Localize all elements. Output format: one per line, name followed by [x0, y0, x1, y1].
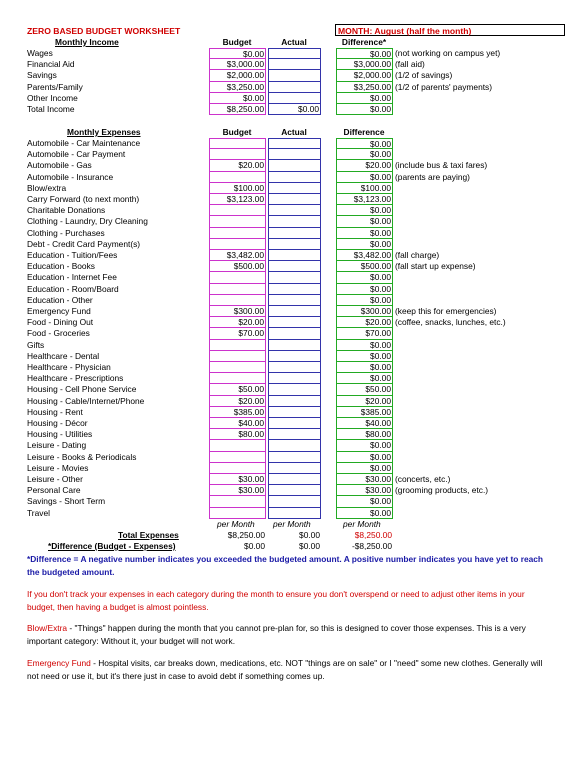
expense-note: (coffee, snacks, lunches, etc.): [395, 317, 506, 328]
income-diff-cell: $3,250.00: [336, 82, 393, 93]
emergency-fund-term: Emergency Fund: [27, 658, 91, 668]
expense-label: Food - Groceries: [27, 328, 90, 339]
expense-actual-cell[interactable]: [268, 508, 321, 519]
expense-budget-cell[interactable]: $30.00: [209, 485, 266, 496]
total-expenses-actual: $0.00: [299, 530, 320, 540]
expense-budget-cell[interactable]: [209, 138, 266, 149]
expense-diff-cell: $3,482.00: [336, 250, 393, 261]
expense-row: [0, 340, 571, 351]
expense-diff-cell: $500.00: [336, 261, 393, 272]
expense-budget-cell[interactable]: $300.00: [209, 306, 266, 317]
expense-label: Housing - Cell Phone Service: [27, 384, 137, 395]
expense-actual-cell[interactable]: [268, 452, 321, 463]
expense-diff-cell: $30.00: [336, 474, 393, 485]
blow-extra-text: - "Things" happen during the month that you cannot pre-plan for, so this is designed to cover those expenses. This is a very important category: Without it, your budget will not work.: [27, 623, 526, 646]
income-col-budget: Budget: [222, 37, 252, 47]
expense-actual-cell[interactable]: [268, 485, 321, 496]
income-row: [0, 48, 571, 59]
expense-actual-cell[interactable]: [268, 138, 321, 149]
income-row: [0, 70, 571, 81]
expense-diff-cell: $20.00: [336, 317, 393, 328]
expense-label: Education - Tuition/Fees: [27, 250, 118, 260]
income-label: Savings: [27, 70, 57, 81]
expense-label: Housing - Rent: [27, 406, 83, 417]
expense-actual-cell[interactable]: [268, 172, 321, 183]
expense-diff-cell: $0.00: [336, 284, 393, 295]
income-label: Wages: [27, 48, 53, 58]
expense-row: [0, 205, 571, 216]
expense-col-actual: Actual: [281, 127, 307, 137]
expense-row: [0, 452, 571, 463]
income-actual-cell[interactable]: $0.00: [268, 104, 321, 115]
difference-note: *Difference = A negative number indicates you exceeded the budgeted amount. A positive number indicates you have yet to reach the budgeted amount.: [27, 554, 544, 577]
expense-actual-cell[interactable]: [268, 340, 321, 351]
expense-diff-cell: $0.00: [336, 172, 393, 183]
expense-diff-cell: $0.00: [336, 508, 393, 519]
expense-row: [0, 463, 571, 474]
expense-diff-cell: $50.00: [336, 384, 393, 395]
expense-row: [0, 216, 571, 227]
expense-row: [0, 149, 571, 160]
income-col-difference: Difference*: [341, 37, 387, 47]
expense-budget-cell[interactable]: [209, 362, 266, 373]
income-note: (1/2 of parents' payments): [395, 81, 493, 92]
expense-actual-cell[interactable]: [268, 384, 321, 395]
expense-actual-cell[interactable]: [268, 149, 321, 160]
income-header-row: [0, 37, 571, 48]
expense-label: Gifts: [27, 339, 45, 350]
expense-row: [0, 351, 571, 362]
expense-actual-cell[interactable]: [268, 205, 321, 216]
expense-label: Healthcare - Physician: [27, 362, 111, 372]
income-label: Financial Aid: [27, 59, 75, 70]
expense-actual-cell[interactable]: [268, 440, 321, 451]
expense-actual-cell[interactable]: [268, 194, 321, 205]
income-actual-cell[interactable]: [268, 93, 321, 104]
expense-row: [0, 474, 571, 485]
income-label: Other Income: [27, 92, 78, 103]
expense-budget-cell[interactable]: [209, 284, 266, 295]
expense-row: [0, 508, 571, 519]
expense-actual-cell[interactable]: [268, 160, 321, 171]
expense-label: Education - Room/Board: [27, 283, 119, 294]
expense-budget-cell[interactable]: $40.00: [209, 418, 266, 429]
expense-actual-cell[interactable]: [268, 306, 321, 317]
expense-budget-cell[interactable]: $30.00: [209, 474, 266, 485]
expense-row: [0, 485, 571, 496]
expense-label: Emergency Fund: [27, 306, 91, 316]
expense-row: [0, 306, 571, 317]
expense-actual-cell[interactable]: [268, 496, 321, 507]
expense-budget-cell[interactable]: [209, 496, 266, 507]
income-diff-cell: $3,000.00: [336, 59, 393, 70]
expense-budget-cell[interactable]: [209, 440, 266, 451]
expense-note: (concerts, etc.): [395, 474, 451, 484]
expense-col-budget: Budget: [222, 127, 252, 137]
expense-budget-cell[interactable]: $20.00: [209, 317, 266, 328]
expense-label: Clothing - Purchases: [27, 227, 105, 238]
expense-actual-cell[interactable]: [268, 272, 321, 283]
expense-actual-cell[interactable]: [268, 429, 321, 440]
expense-budget-cell[interactable]: [209, 452, 266, 463]
expense-row: [0, 194, 571, 205]
expense-diff-cell: $0.00: [336, 496, 393, 507]
expense-label: Education - Other: [27, 294, 93, 305]
expense-budget-cell[interactable]: $3,123.00: [209, 194, 266, 205]
expense-budget-cell[interactable]: [209, 149, 266, 160]
expense-budget-cell[interactable]: [209, 205, 266, 216]
expense-note: (keep this for emergencies): [395, 306, 497, 316]
income-note: (not working on campus yet): [395, 48, 501, 58]
expense-row: [0, 239, 571, 250]
expense-row: [0, 362, 571, 373]
expense-budget-cell[interactable]: [209, 340, 266, 351]
expense-actual-cell[interactable]: [268, 261, 321, 272]
per-month-budget: per Month: [217, 519, 255, 529]
income-row: [0, 93, 571, 104]
difference-row-label: *Difference (Budget - Expenses): [48, 541, 176, 551]
emergency-fund-text: - Hospital visits, car breaks down, medications, etc. NOT "things are on sale" or I "need" some new clothes. Generally will not need or use it, but it's there just in case to avoid debt if something comes up.: [27, 658, 543, 681]
expense-diff-cell: $0.00: [336, 351, 393, 362]
expense-label: Debt - Credit Card Payment(s): [27, 238, 141, 249]
income-actual-cell[interactable]: [268, 48, 321, 59]
expense-diff-cell: $0.00: [336, 463, 393, 474]
income-budget-cell[interactable]: $2,000.00: [209, 70, 266, 81]
expense-diff-cell: $80.00: [336, 429, 393, 440]
expense-row: [0, 429, 571, 440]
difference-row-actual: $0.00: [299, 541, 320, 551]
expense-note: (grooming products, etc.): [395, 485, 489, 496]
expense-label: Leisure - Books & Periodicals: [27, 451, 137, 462]
expense-diff-cell: $0.00: [336, 295, 393, 306]
expense-diff-cell: $0.00: [336, 272, 393, 283]
difference-row-diff: -$8,250.00: [351, 541, 392, 551]
expense-row: [0, 295, 571, 306]
expense-budget-cell[interactable]: $100.00: [209, 183, 266, 194]
expense-actual-cell[interactable]: [268, 228, 321, 239]
income-diff-cell: $0.00: [336, 93, 393, 104]
expense-label: Personal Care: [27, 485, 81, 496]
expense-row: [0, 138, 571, 149]
income-actual-cell[interactable]: [268, 59, 321, 70]
total-expenses-budget: $8,250.00: [227, 530, 265, 540]
expense-row: [0, 183, 571, 194]
expense-actual-cell[interactable]: [268, 362, 321, 373]
expense-label: Housing - Décor: [27, 418, 88, 428]
expense-actual-cell[interactable]: [268, 396, 321, 407]
expense-actual-cell[interactable]: [268, 373, 321, 384]
expense-label: Education - Internet Fee: [27, 272, 117, 283]
expense-budget-cell[interactable]: [209, 373, 266, 384]
expense-actual-cell[interactable]: [268, 418, 321, 429]
income-note: (fall aid): [395, 59, 425, 70]
expense-label: Leisure - Movies: [27, 462, 89, 473]
expense-budget-cell[interactable]: $500.00: [209, 261, 266, 272]
total-expenses-diff: $8,250.00: [354, 530, 392, 540]
expense-budget-cell[interactable]: $3,482.00: [209, 250, 266, 261]
expense-actual-cell[interactable]: [268, 474, 321, 485]
expense-row: [0, 172, 571, 183]
income-row: [0, 82, 571, 93]
income-row: [0, 59, 571, 70]
expense-label: Automobile - Insurance: [27, 171, 114, 182]
expense-diff-cell: $0.00: [336, 362, 393, 373]
expense-label: Healthcare - Prescriptions: [27, 373, 124, 384]
expense-note: (fall charge): [395, 250, 440, 260]
income-note: (1/2 of savings): [395, 70, 453, 81]
expense-row: [0, 160, 571, 171]
total-expenses-row: [0, 530, 571, 541]
expense-label: Blow/extra: [27, 182, 67, 193]
expense-note: (fall start up expense): [395, 261, 476, 272]
per-month-row: [0, 519, 571, 530]
expense-actual-cell[interactable]: [268, 328, 321, 339]
expense-row: [0, 384, 571, 395]
expense-label: Charitable Donations: [27, 205, 106, 216]
total-expenses-label: Total Expenses: [118, 530, 179, 540]
income-budget-cell[interactable]: $8,250.00: [209, 104, 266, 115]
expense-actual-cell[interactable]: [268, 463, 321, 474]
expense-budget-cell[interactable]: [209, 172, 266, 183]
income-diff-cell: $0.00: [336, 48, 393, 59]
expense-label: Education - Books: [27, 261, 95, 272]
expense-budget-cell[interactable]: $20.00: [209, 160, 266, 171]
expense-actual-cell[interactable]: [268, 284, 321, 295]
expense-budget-cell[interactable]: [209, 216, 266, 227]
income-budget-cell[interactable]: $3,000.00: [209, 59, 266, 70]
income-diff-cell: $2,000.00: [336, 70, 393, 81]
expense-row: [0, 317, 571, 328]
expense-actual-cell[interactable]: [268, 216, 321, 227]
expense-row: [0, 261, 571, 272]
income-label: Total Income: [27, 104, 75, 114]
expense-actual-cell[interactable]: [268, 407, 321, 418]
expense-actual-cell[interactable]: [268, 317, 321, 328]
expense-diff-cell: $0.00: [336, 149, 393, 160]
expense-label: Travel: [27, 507, 50, 518]
expense-diff-cell: $3,123.00: [336, 194, 393, 205]
income-budget-cell[interactable]: $0.00: [209, 93, 266, 104]
expense-budget-cell[interactable]: $20.00: [209, 396, 266, 407]
expense-label: Automobile - Gas: [27, 160, 92, 171]
expense-diff-cell: $0.00: [336, 373, 393, 384]
expense-diff-cell: $20.00: [336, 396, 393, 407]
month-label[interactable]: MONTH: August (half the month): [335, 24, 565, 36]
difference-row: [0, 541, 571, 552]
expense-budget-cell[interactable]: [209, 239, 266, 250]
expense-budget-cell[interactable]: [209, 463, 266, 474]
expense-row: [0, 284, 571, 295]
expense-label: Savings - Short Term: [27, 496, 106, 507]
expense-label: Leisure - Dating: [27, 440, 87, 451]
income-row: [0, 104, 571, 115]
expense-budget-cell[interactable]: [209, 351, 266, 362]
expense-row: [0, 328, 571, 339]
expense-note: (parents are paying): [395, 171, 470, 182]
expense-header-row: [0, 127, 571, 138]
expense-row: [0, 496, 571, 507]
expense-label: Housing - Cable/Internet/Phone: [27, 395, 145, 406]
expense-budget-cell[interactable]: $50.00: [209, 384, 266, 395]
expense-actual-cell[interactable]: [268, 295, 321, 306]
expense-budget-cell[interactable]: [209, 228, 266, 239]
income-actual-cell[interactable]: [268, 82, 321, 93]
expense-budget-cell[interactable]: [209, 295, 266, 306]
income-section-header: Monthly Income: [55, 37, 119, 47]
income-label: Parents/Family: [27, 81, 83, 92]
expense-label: Clothing - Laundry, Dry Cleaning: [27, 216, 148, 227]
expense-diff-cell: $70.00: [336, 328, 393, 339]
income-col-actual: Actual: [281, 37, 307, 47]
expense-row: [0, 407, 571, 418]
per-month-actual: per Month: [273, 519, 311, 529]
expense-diff-cell: $0.00: [336, 340, 393, 351]
expense-actual-cell[interactable]: [268, 351, 321, 362]
expense-budget-cell[interactable]: $70.00: [209, 328, 266, 339]
expense-label: Housing - Utilities: [27, 429, 93, 440]
expense-diff-cell: $0.00: [336, 239, 393, 250]
expense-diff-cell: $0.00: [336, 452, 393, 463]
expense-label: Healthcare - Dental: [27, 350, 100, 361]
expense-diff-cell: $385.00: [336, 407, 393, 418]
expense-note: (include bus & taxi fares): [395, 160, 488, 171]
expense-diff-cell: $0.00: [336, 440, 393, 451]
expense-row: [0, 396, 571, 407]
expense-label: Automobile - Car Maintenance: [27, 138, 141, 148]
expense-row: [0, 373, 571, 384]
income-actual-cell[interactable]: [268, 70, 321, 81]
expense-budget-cell[interactable]: [209, 272, 266, 283]
expense-budget-cell[interactable]: $80.00: [209, 429, 266, 440]
expense-row: [0, 440, 571, 451]
expense-label: Food - Dining Out: [27, 317, 94, 328]
expense-diff-cell: $20.00: [336, 160, 393, 171]
expense-label: Leisure - Other: [27, 474, 83, 484]
expense-col-difference: Difference: [343, 127, 385, 137]
expense-budget-cell[interactable]: $385.00: [209, 407, 266, 418]
emergency-fund-note: [27, 657, 547, 682]
income-diff-cell: $0.00: [336, 104, 393, 115]
blow-extra-note: [27, 622, 547, 647]
expense-section-header: Monthly Expenses: [67, 127, 141, 137]
difference-row-budget: $0.00: [244, 541, 265, 551]
expense-diff-cell: $100.00: [336, 183, 393, 194]
income-budget-cell[interactable]: $3,250.00: [209, 82, 266, 93]
expense-actual-cell[interactable]: [268, 239, 321, 250]
expense-diff-cell: $300.00: [336, 306, 393, 317]
expense-row: [0, 418, 571, 429]
expense-diff-cell: $0.00: [336, 138, 393, 149]
expense-actual-cell[interactable]: [268, 183, 321, 194]
expense-row: [0, 272, 571, 283]
expense-diff-cell: $0.00: [336, 205, 393, 216]
blow-extra-term: Blow/Extra: [27, 623, 68, 633]
worksheet-title: ZERO BASED BUDGET WORKSHEET: [27, 26, 181, 36]
expense-label: Automobile - Car Payment: [27, 149, 126, 160]
expense-diff-cell: $30.00: [336, 485, 393, 496]
tracking-note: If you don't track your expenses in each category during the month to ensure you don't overspend or need to adjust other items in your budget, then having a budget is almost pointless.: [27, 589, 525, 612]
income-budget-cell[interactable]: $0.00: [209, 48, 266, 59]
expense-row: [0, 228, 571, 239]
expense-row: [0, 250, 571, 261]
expense-actual-cell[interactable]: [268, 250, 321, 261]
expense-diff-cell: $0.00: [336, 228, 393, 239]
expense-diff-cell: $0.00: [336, 216, 393, 227]
expense-budget-cell[interactable]: [209, 508, 266, 519]
expense-diff-cell: $40.00: [336, 418, 393, 429]
expense-label: Carry Forward (to next month): [27, 194, 140, 204]
per-month-diff: per Month: [343, 519, 381, 529]
